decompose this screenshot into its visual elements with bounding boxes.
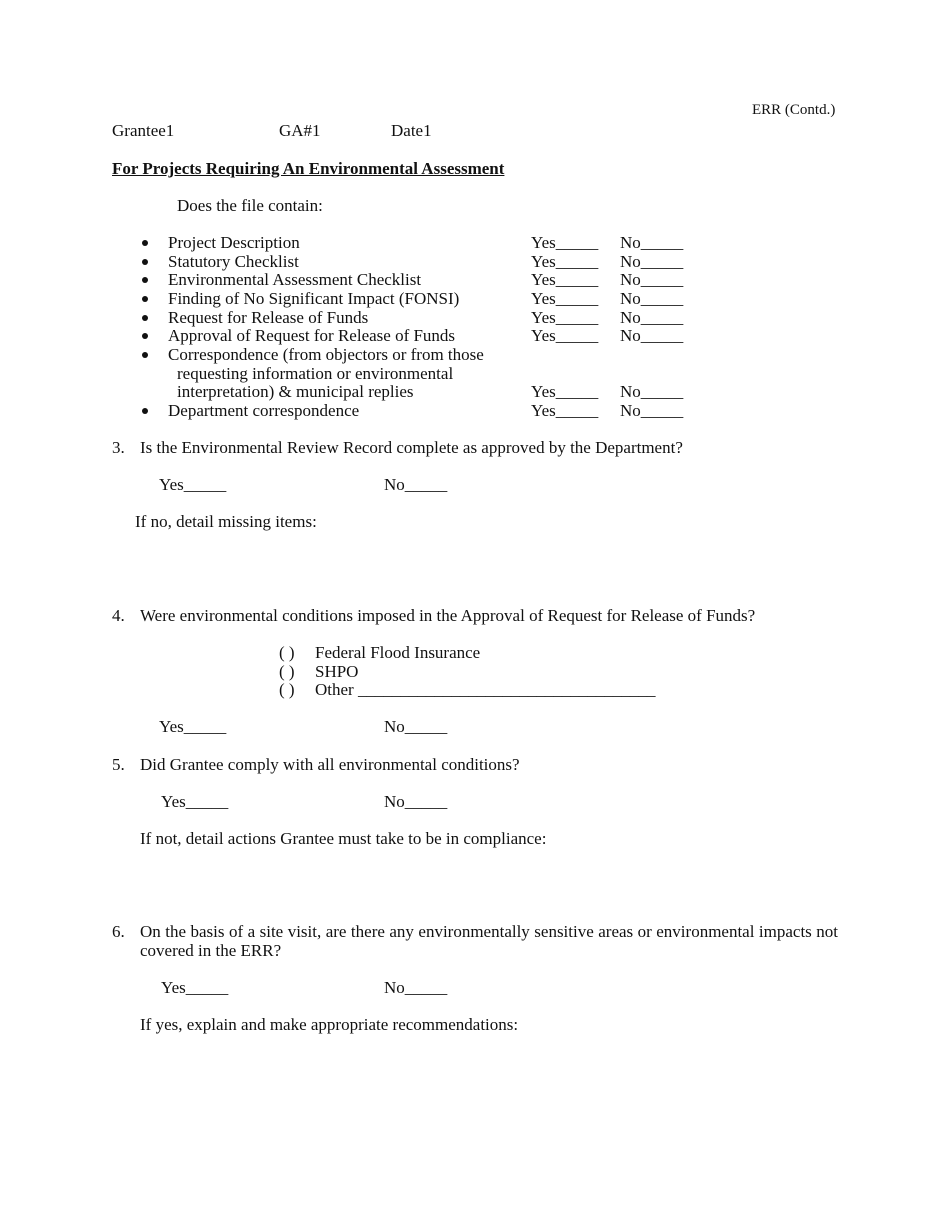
- checklist-item-yes[interactable]: Yes_____: [531, 382, 599, 401]
- question-number: 4.: [112, 606, 125, 625]
- checklist-item-label-continued: interpretation) & municipal replies: [177, 382, 414, 401]
- checklist-item-label: Finding of No Significant Impact (FONSI): [168, 289, 460, 308]
- question-3-followup: If no, detail missing items:: [135, 512, 317, 531]
- checklist-item-yes[interactable]: Yes_____: [531, 289, 599, 308]
- question-5-no[interactable]: No_____: [384, 792, 448, 811]
- question-6-text: On the basis of a site visit, are there any environmentally sensitive areas or environmental impacts not covered in the ERR?: [140, 922, 838, 960]
- checklist-item-yes[interactable]: Yes_____: [531, 308, 599, 327]
- question-3-no[interactable]: No_____: [384, 475, 448, 494]
- question-5-text: Did Grantee comply with all environmental conditions?: [140, 755, 520, 774]
- option-federal-flood-insurance: Federal Flood Insurance: [315, 643, 481, 662]
- option-checkbox[interactable]: ( ): [279, 662, 295, 681]
- question-3-yes[interactable]: Yes_____: [159, 475, 227, 494]
- err-contd-label: ERR (Contd.): [752, 102, 836, 118]
- checklist-item-label: Correspondence (from objectors or from those: [168, 345, 484, 364]
- checklist-item-yes[interactable]: Yes_____: [531, 326, 599, 345]
- bullet-icon: [142, 352, 148, 358]
- question-number: 3.: [112, 438, 125, 457]
- checklist-item-no[interactable]: No_____: [620, 382, 684, 401]
- section-intro: Does the file contain:: [177, 196, 323, 215]
- section-heading: For Projects Requiring An Environmental Assessment: [112, 159, 505, 178]
- question-4-text: Were environmental conditions imposed in the Approval of Request for Release of Funds?: [140, 606, 756, 625]
- question-3-text: Is the Environmental Review Record complete as approved by the Department?: [140, 438, 683, 457]
- bullet-icon: [142, 408, 148, 414]
- option-other[interactable]: Other ___________________________________: [315, 680, 656, 699]
- checklist-item-yes[interactable]: Yes_____: [531, 233, 599, 252]
- checklist-item-no[interactable]: No_____: [620, 289, 684, 308]
- question-number: 6.: [112, 922, 125, 941]
- date-field: Date1: [391, 121, 432, 140]
- checklist-item-label: Statutory Checklist: [168, 252, 299, 271]
- question-5-yes[interactable]: Yes_____: [161, 792, 229, 811]
- bullet-icon: [142, 315, 148, 321]
- checklist-item-no[interactable]: No_____: [620, 233, 684, 252]
- checklist-item-label: Request for Release of Funds: [168, 308, 369, 327]
- checklist-item-label: Environmental Assessment Checklist: [168, 270, 422, 289]
- question-6-followup: If yes, explain and make appropriate recommendations:: [140, 1015, 519, 1034]
- bullet-icon: [142, 240, 148, 246]
- bullet-icon: [142, 296, 148, 302]
- question-5-followup: If not, detail actions Grantee must take to be in compliance:: [140, 829, 547, 848]
- checklist-item-label: Department correspondence: [168, 401, 360, 420]
- checklist-item-no[interactable]: No_____: [620, 252, 684, 271]
- option-shpo: SHPO: [315, 662, 359, 681]
- question-4-yes[interactable]: Yes_____: [159, 717, 227, 736]
- checklist-item-no[interactable]: No_____: [620, 308, 684, 327]
- grantee-field: Grantee1: [112, 121, 175, 140]
- checklist-item-label: Approval of Request for Release of Funds: [168, 326, 456, 345]
- bullet-icon: [142, 333, 148, 339]
- checklist-item-yes[interactable]: Yes_____: [531, 401, 599, 420]
- checklist-item-yes[interactable]: Yes_____: [531, 252, 599, 271]
- checklist-item-no[interactable]: No_____: [620, 401, 684, 420]
- checklist-item-yes[interactable]: Yes_____: [531, 270, 599, 289]
- question-6-yes[interactable]: Yes_____: [161, 978, 229, 997]
- option-checkbox[interactable]: ( ): [279, 643, 295, 662]
- bullet-icon: [142, 259, 148, 265]
- checklist-item-no[interactable]: No_____: [620, 326, 684, 345]
- option-checkbox[interactable]: ( ): [279, 680, 295, 699]
- question-6-no[interactable]: No_____: [384, 978, 448, 997]
- ga-number-field: GA#1: [279, 121, 321, 140]
- checklist-item-label-continued: requesting information or environmental: [177, 364, 454, 383]
- checklist-item-no[interactable]: No_____: [620, 270, 684, 289]
- bullet-icon: [142, 277, 148, 283]
- question-4-no[interactable]: No_____: [384, 717, 448, 736]
- checklist-item-label: Project Description: [168, 233, 300, 252]
- question-number: 5.: [112, 755, 125, 774]
